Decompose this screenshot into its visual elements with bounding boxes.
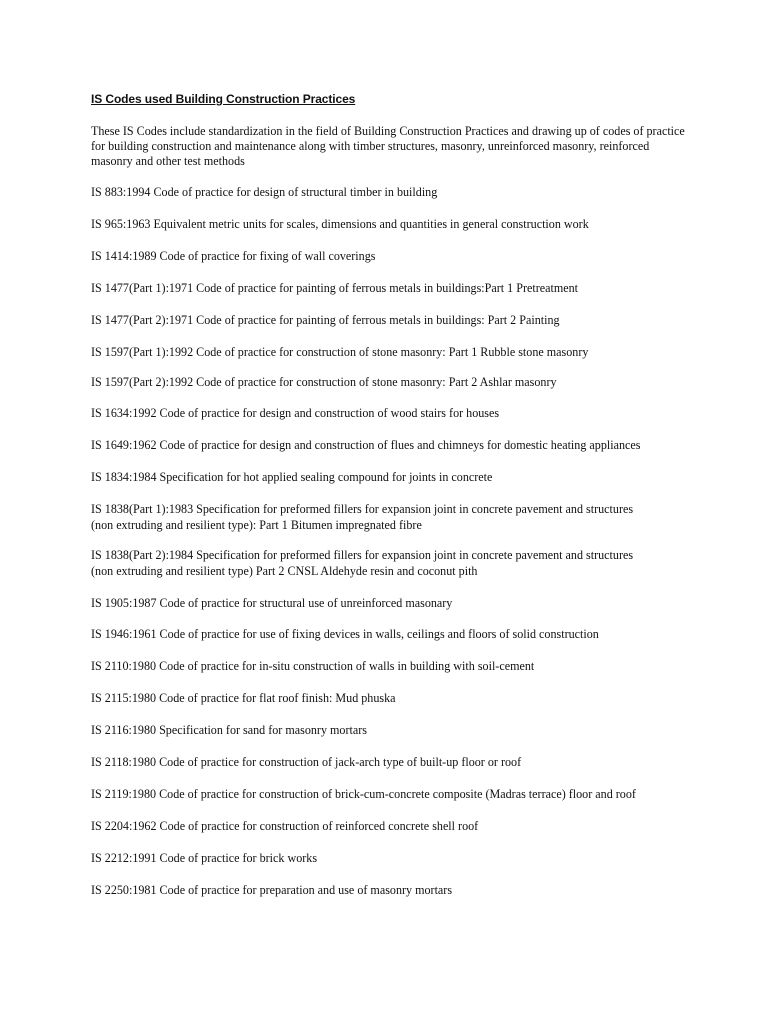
code-entry-line: IS 2212:1991 Code of practice for brick works bbox=[91, 851, 318, 865]
code-entry bbox=[91, 755, 691, 771]
code-entry-line: IS 883:1994 Code of practice for design of structural timber in building bbox=[91, 185, 438, 199]
intro-paragraph: These IS Codes include standardization in the field of Building Construction Practices and drawing up of codes of practice for building construction and maintenance along with timber structures, masonry, unreinforced masonry, reinforced masonry and other test methods bbox=[91, 124, 685, 168]
code-entry bbox=[91, 502, 691, 533]
code-entry-line: IS 965:1963 Equivalent metric units for scales, dimensions and quantities in general construction work bbox=[91, 217, 589, 231]
code-entry bbox=[91, 819, 691, 835]
code-entry bbox=[91, 596, 691, 612]
code-entry-line: IS 1634:1992 Code of practice for design and construction of wood stairs for houses bbox=[91, 406, 500, 420]
code-entry-line: IS 2250:1981 Code of practice for preparation and use of masonry mortars bbox=[91, 883, 453, 897]
code-entry-line: IS 1834:1984 Specification for hot applied sealing compound for joints in concrete bbox=[91, 470, 493, 484]
code-entry-line: IS 2204:1962 Code of practice for construction of reinforced concrete shell roof bbox=[91, 819, 479, 833]
code-entry-line: IS 2116:1980 Specification for sand for masonry mortars bbox=[91, 723, 367, 737]
code-entry bbox=[91, 281, 691, 297]
code-entry-line: IS 1477(Part 2):1971 Code of practice for painting of ferrous metals in buildings: Part 2 Painting bbox=[91, 313, 560, 327]
code-entry bbox=[91, 438, 691, 454]
code-entry-line: IS 2115:1980 Code of practice for flat roof finish: Mud phuska bbox=[91, 691, 396, 705]
code-entry bbox=[91, 883, 691, 899]
code-entry-line: IS 1414:1989 Code of practice for fixing of wall coverings bbox=[91, 249, 376, 263]
code-entry-line: IS 2119:1980 Code of practice for construction of brick-cum-concrete composite (Madras terrace) floor and roof bbox=[91, 787, 636, 801]
code-entry-line: IS 2118:1980 Code of practice for construction of jack-arch type of built-up floor or roof bbox=[91, 755, 522, 769]
code-entry-line: IS 2110:1980 Code of practice for in-situ construction of walls in building with soil-cement bbox=[91, 659, 535, 673]
code-entry-line: IS 1477(Part 1):1971 Code of practice for painting of ferrous metals in buildings:Part 1 Pretreatment bbox=[91, 281, 578, 295]
code-entry bbox=[91, 406, 691, 422]
code-entry-line: IS 1597(Part 2):1992 Code of practice for construction of stone masonry: Part 2 Ashlar masonry bbox=[91, 375, 557, 389]
code-entry bbox=[91, 185, 691, 201]
code-entry bbox=[91, 691, 691, 707]
code-entry bbox=[91, 548, 691, 579]
document-title: IS Codes used Building Construction Practices bbox=[91, 92, 356, 106]
code-entry bbox=[91, 375, 691, 391]
code-entry-line: IS 1649:1962 Code of practice for design and construction of flues and chimneys for domestic heating appliances bbox=[91, 438, 641, 452]
code-entry-line: IS 1838(Part 1):1983 Specification for preformed fillers for expansion joint in concrete pavement and structures bbox=[91, 502, 634, 516]
code-entry-line: IS 1597(Part 1):1992 Code of practice for construction of stone masonry: Part 1 Rubble stone masonry bbox=[91, 345, 589, 359]
code-entry-line: IS 1905:1987 Code of practice for structural use of unreinforced masonary bbox=[91, 596, 453, 610]
code-entry bbox=[91, 470, 691, 486]
code-entry bbox=[91, 851, 691, 867]
code-entry-line: IS 1946:1961 Code of practice for use of fixing devices in walls, ceilings and floors of solid construction bbox=[91, 627, 599, 641]
code-entry bbox=[91, 313, 691, 329]
code-entry bbox=[91, 787, 691, 803]
code-entry bbox=[91, 659, 691, 675]
code-entry bbox=[91, 217, 691, 233]
code-entry bbox=[91, 723, 691, 739]
code-entry bbox=[91, 627, 691, 643]
code-entry-line: (non extruding and resilient type) Part 2 CNSL Aldehyde resin and coconut pith bbox=[91, 563, 478, 578]
code-entry-line: IS 1838(Part 2):1984 Specification for preformed fillers for expansion joint in concrete pavement and structures bbox=[91, 548, 634, 562]
code-entry bbox=[91, 345, 691, 361]
code-entry-line: (non extruding and resilient type): Part 1 Bitumen impregnated fibre bbox=[91, 517, 422, 532]
code-entry bbox=[91, 249, 691, 265]
